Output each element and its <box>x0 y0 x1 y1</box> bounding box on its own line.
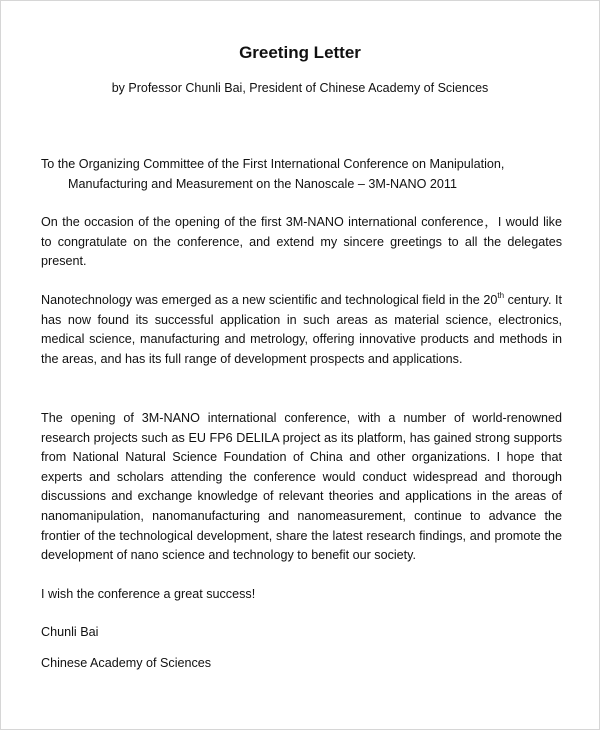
paragraph-conference: The opening of 3M-NANO international conference, with a number of world-renowned research projects such as EU FP6 DELILA project as its platform, has gained strong supports from National Natural Science Foundation of China and other organizations. I hope that experts and scholars attending the conference would conduct widespread and thorough discussions and exchange knowledge of relevant theories and applications in the areas of nanomanipulation, nanomanufacturing and nanomeasurement, continue to advance the frontier of the technological development, share the latest research findings, and promote the development of nano science and technology to benefit our society. <box>41 411 562 563</box>
signature-organization: Chinese Academy of Sciences <box>41 656 212 670</box>
letter-title: Greeting Letter <box>239 43 361 62</box>
ordinal-suffix: th <box>497 291 505 300</box>
addressee-line-2: Manufacturing and Measurement on the Nanoscale – 3M-NANO 2011 <box>68 176 457 191</box>
paragraph-text: century. It has now found its successful application in such areas as material science, electronics, medical science, manufacturing and metrology, offering innovative products and methods in the areas, and has its full range of development prospects and applications. <box>41 293 562 366</box>
addressee-block <box>41 155 562 194</box>
signature-name: Chunli Bai <box>41 625 99 639</box>
paragraph-opening: On the occasion of the opening of the first 3M-NANO international conference，I would like to congratulate on the conference, and extend my sincere greetings to all the delegates present. <box>41 215 562 269</box>
letter-subtitle: by Professor Chunli Bai, President of Chinese Academy of Sciences <box>111 81 489 95</box>
closing-line: I wish the conference a great success! <box>41 587 256 601</box>
paragraph-text: Nanotechnology was emerged as a new scientific and technological field in the 20 <box>41 293 498 307</box>
addressee-line-1: To the Organizing Committee of the First International Conference on Manipulation, <box>41 157 505 171</box>
paragraph-nanotechnology <box>41 291 562 369</box>
